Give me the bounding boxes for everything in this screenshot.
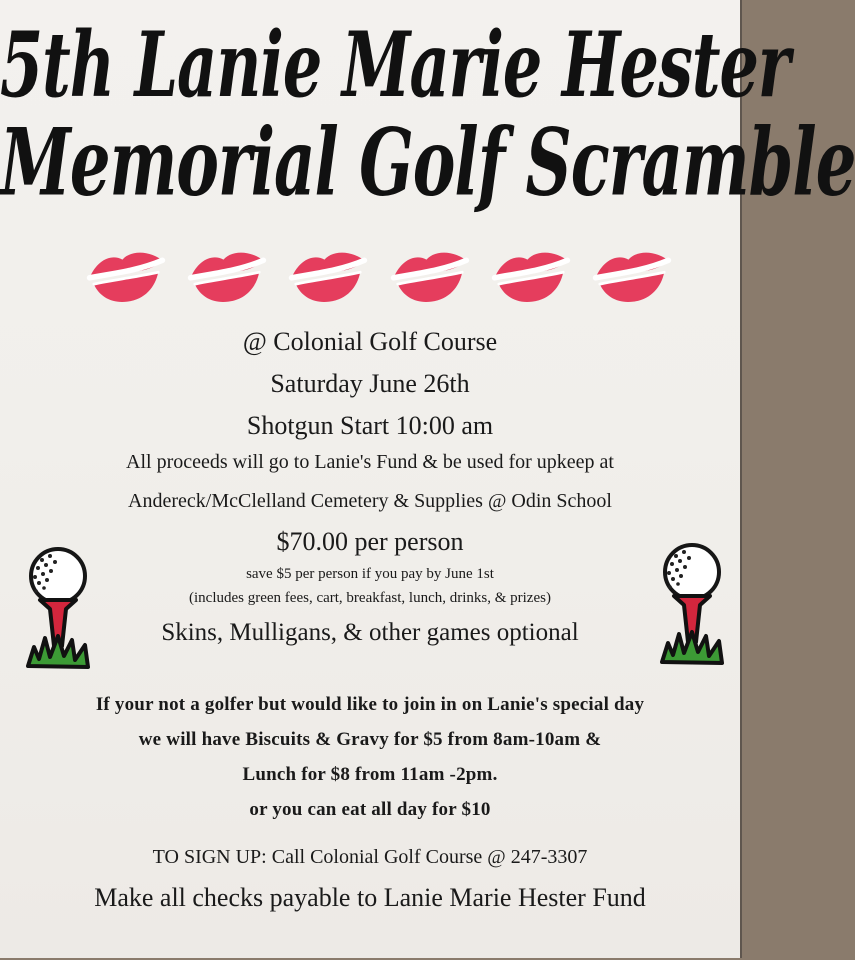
non-golfer-line-4: or you can eat all day for $10 — [249, 799, 491, 820]
kiss-lips-icon-3 — [286, 241, 370, 309]
non-golfer-line-3: Lunch for $8 from 11am -2pm. — [242, 764, 498, 785]
non-golfer-line-1: If your not a golfer but would like to join in on Lanie's special day — [95, 694, 645, 715]
event-start-time: Shotgun Start 10:00 am — [246, 411, 494, 440]
event-title-line-2: Memorial Golf Scramble — [0, 109, 855, 218]
golf-ball-on-tee-icon-left — [22, 546, 94, 674]
kiss-lips-icon-6 — [590, 241, 674, 309]
proceeds-line-2: Andereck/McClelland Cemetery & Supplies @ Odin School — [128, 490, 612, 512]
fee-inclusions: (includes green fees, cart, breakfast, lunch, drinks, & prizes) — [189, 590, 551, 606]
event-location: @ Colonial Golf Course — [242, 327, 498, 356]
non-golfer-line-2: we will have Biscuits & Gravy for $5 from 8am-10am & — [138, 729, 602, 750]
proceeds-line-1: All proceeds will go to Lanie's Fund & be used for upkeep at — [126, 451, 614, 473]
signup-instructions: TO SIGN UP: Call Colonial Golf Course @ 247-3307 — [152, 846, 588, 868]
check-payable-note: Make all checks payable to Lanie Marie Hester Fund — [94, 883, 646, 912]
price-per-person: $70.00 per person — [276, 527, 464, 556]
early-payment-discount: save $5 per person if you pay by June 1st — [246, 566, 494, 582]
event-title-line-1: 5th Lanie Marie Hester — [0, 12, 790, 118]
kiss-lips-row — [84, 229, 674, 321]
golf-ball-on-tee-icon-right — [656, 542, 728, 670]
event-date: Saturday June 26th — [270, 369, 470, 398]
kiss-lips-icon-5 — [489, 241, 573, 309]
kiss-lips-icon-4 — [388, 241, 472, 309]
kiss-lips-icon-2 — [185, 241, 269, 309]
kiss-lips-icon-1 — [84, 241, 168, 309]
optional-games: Skins, Mulligans, & other games optional — [161, 619, 579, 646]
